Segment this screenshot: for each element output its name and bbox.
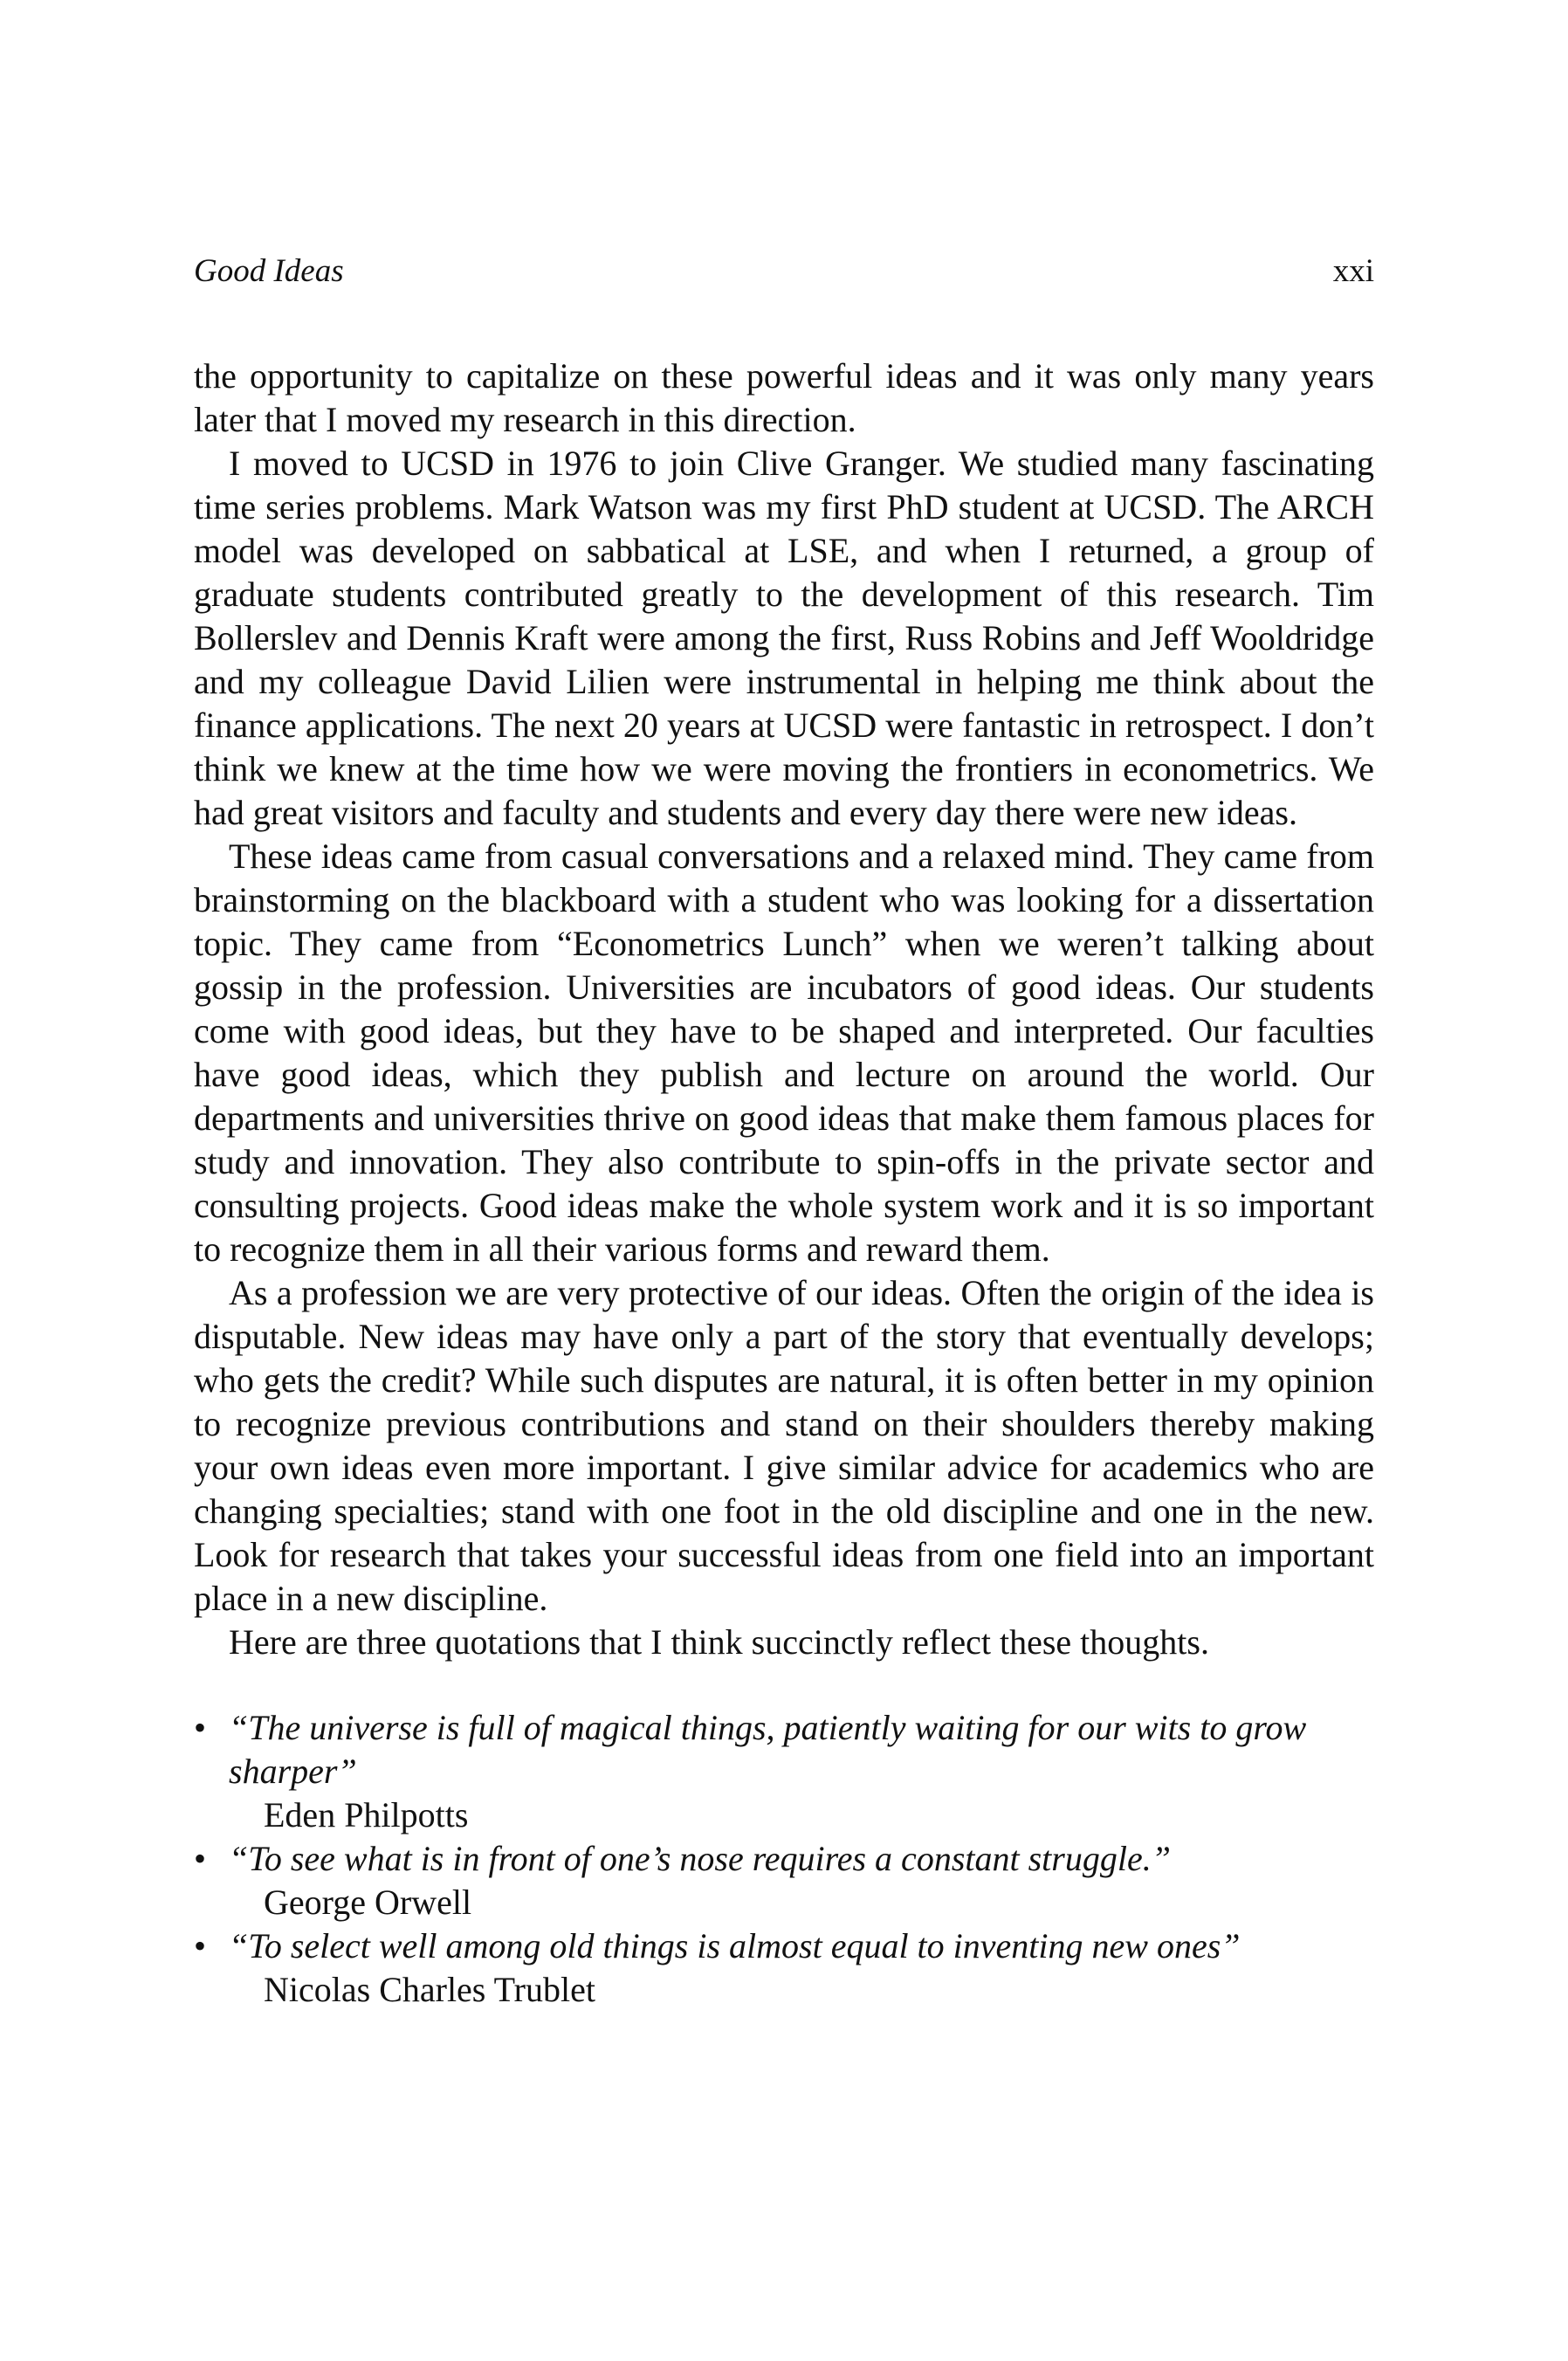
quotation-author: Eden Philpotts [264,1795,469,1834]
bullet-icon: • [194,1839,207,1878]
quotation-text: “To select well among old things is almost equal to inventing new ones” [229,1926,1241,1965]
bullet-icon: • [194,1708,207,1747]
paragraph-ucsd: I moved to UCSD in 1976 to join Clive Granger. We studied many fascinating time series problems. Mark Watson was my first PhD student at UCSD. The ARCH model was developed on sabbatical at LSE, and when I returned, a group of graduate students contributed greatly to the development of this research. Tim Bollerslev and Dennis Kraft were among the first, Russ Robins and Jeff Wooldridge and my colleague David Lilien were instrumental in helping me think about the finance applications. The next 20 years at UCSD were fantastic in retrospect. I don’t think we knew at the time how we were moving the frontiers in econometrics. We had great visitors and faculty and students and every day there were new ideas. [194,444,1374,832]
paragraph-profession: As a profession we are very protective of our ideas. Often the origin of the idea is disputable. New ideas may have only a part of the story that eventually develops; who gets the credit? While such disputes are natural, it is often better in my opinion to recognize previous contributions and stand on their shoulders thereby making your own ideas even more important. I give similar advice for academics who are changing specialties; stand with one foot in the old discipline and one in the new. Look for research that takes your successful ideas from one field into an important place in a new discipline. [194,1273,1374,1618]
quotation-author: Nicolas Charles Trublet [264,1970,595,2009]
quotation-text: “To see what is in front of one’s nose requires a constant struggle.” [229,1839,1171,1878]
running-head [194,250,1374,293]
quotation-author: George Orwell [264,1883,472,1922]
page-number: xxi [1332,253,1374,289]
paragraph-quotations-intro: Here are three quotations that I think succinctly reflect these thoughts. [229,1622,1209,1662]
quotation-list [194,1706,1374,2012]
paragraph-continuation: the opportunity to capitalize on these powerful ideas and it was only many years later that I moved my research in this direction. [194,356,1374,439]
quotation-item [194,1706,1374,1837]
quotation-text: “The universe is full of magical things, patiently waiting for our wits to grow sharper” [229,1708,1307,1791]
body-text [194,354,1374,2012]
quotation-item [194,1924,1374,2012]
bullet-icon: • [194,1926,207,1965]
quotation-item [194,1837,1374,1924]
paragraph-ideas-origin: These ideas came from casual conversations and a relaxed mind. They came from brainstorming on the blackboard with a student who was looking for a dissertation topic. They came from “Econometrics Lunch” when we weren’t talking about gossip in the profession. Universities are incubators of good ideas. Our students come with good ideas, but they have to be shaped and interpreted. Our faculties have good ideas, which they publish and lecture on around the world. Our departments and universities thrive on good ideas that make them famous places for study and innovation. They also contribute to spin-offs in the private sector and consulting projects. Good ideas make the whole system work and it is so important to recognize them in all their various forms and reward them. [194,836,1374,1269]
running-title: Good Ideas [194,253,344,289]
